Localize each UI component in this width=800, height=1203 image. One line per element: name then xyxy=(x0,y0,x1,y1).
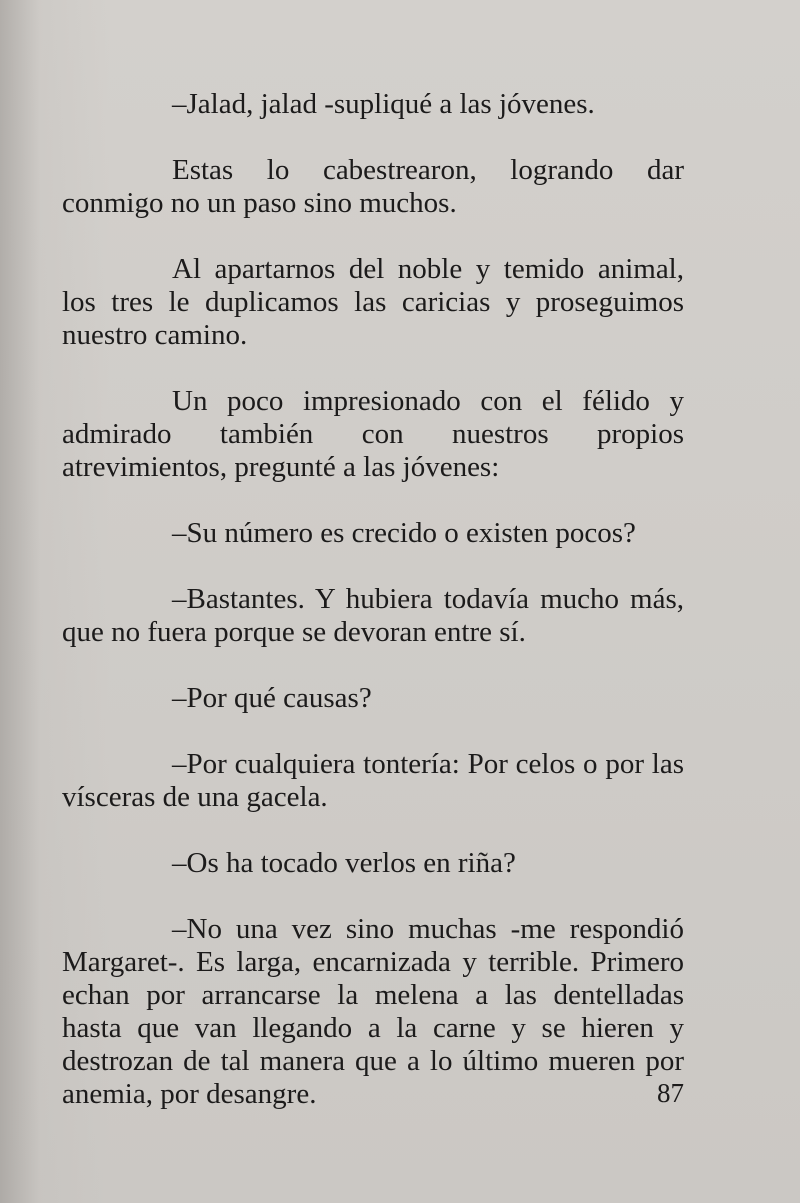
paragraph-5: –Su número es crecido o existen pocos? xyxy=(172,517,636,549)
page-number: 87 xyxy=(657,1078,684,1108)
paragraph-3: Al apartarnos del noble y temido animal, los tres le duplicamos las caricias y proseguimos nuestro camino. xyxy=(62,253,684,351)
paragraph-2: Estas lo cabestrearon, logrando dar conmigo no un paso sino muchos. xyxy=(62,154,684,219)
paragraph-9: –Os ha tocado verlos en riña? xyxy=(172,847,516,879)
paragraph-4: Un poco impresionado con el félido y admirado también con nuestros propios atrevimientos, pregunté a las jóvenes: xyxy=(62,385,684,483)
paragraph-6: –Bastantes. Y hubiera todavía mucho más, que no fuera porque se devoran entre sí. xyxy=(62,583,684,648)
paragraph-1: –Jalad, jalad -supliqué a las jóvenes. xyxy=(172,88,595,120)
paragraph-8: –Por cualquiera tontería: Por celos o por las vísceras de una gacela. xyxy=(62,748,684,813)
page-body xyxy=(62,88,684,1144)
paragraph-7: –Por qué causas? xyxy=(172,682,372,714)
paragraph-10: –No una vez sino muchas -me respondió Margaret-. Es larga, encarnizada y terrible. Primero echan por arrancarse la melena a las dentelladas hasta que van llegando a la carne y se hieren y destrozan de tal manera que a lo último mueren por anemia, por desangre. xyxy=(62,913,684,1110)
